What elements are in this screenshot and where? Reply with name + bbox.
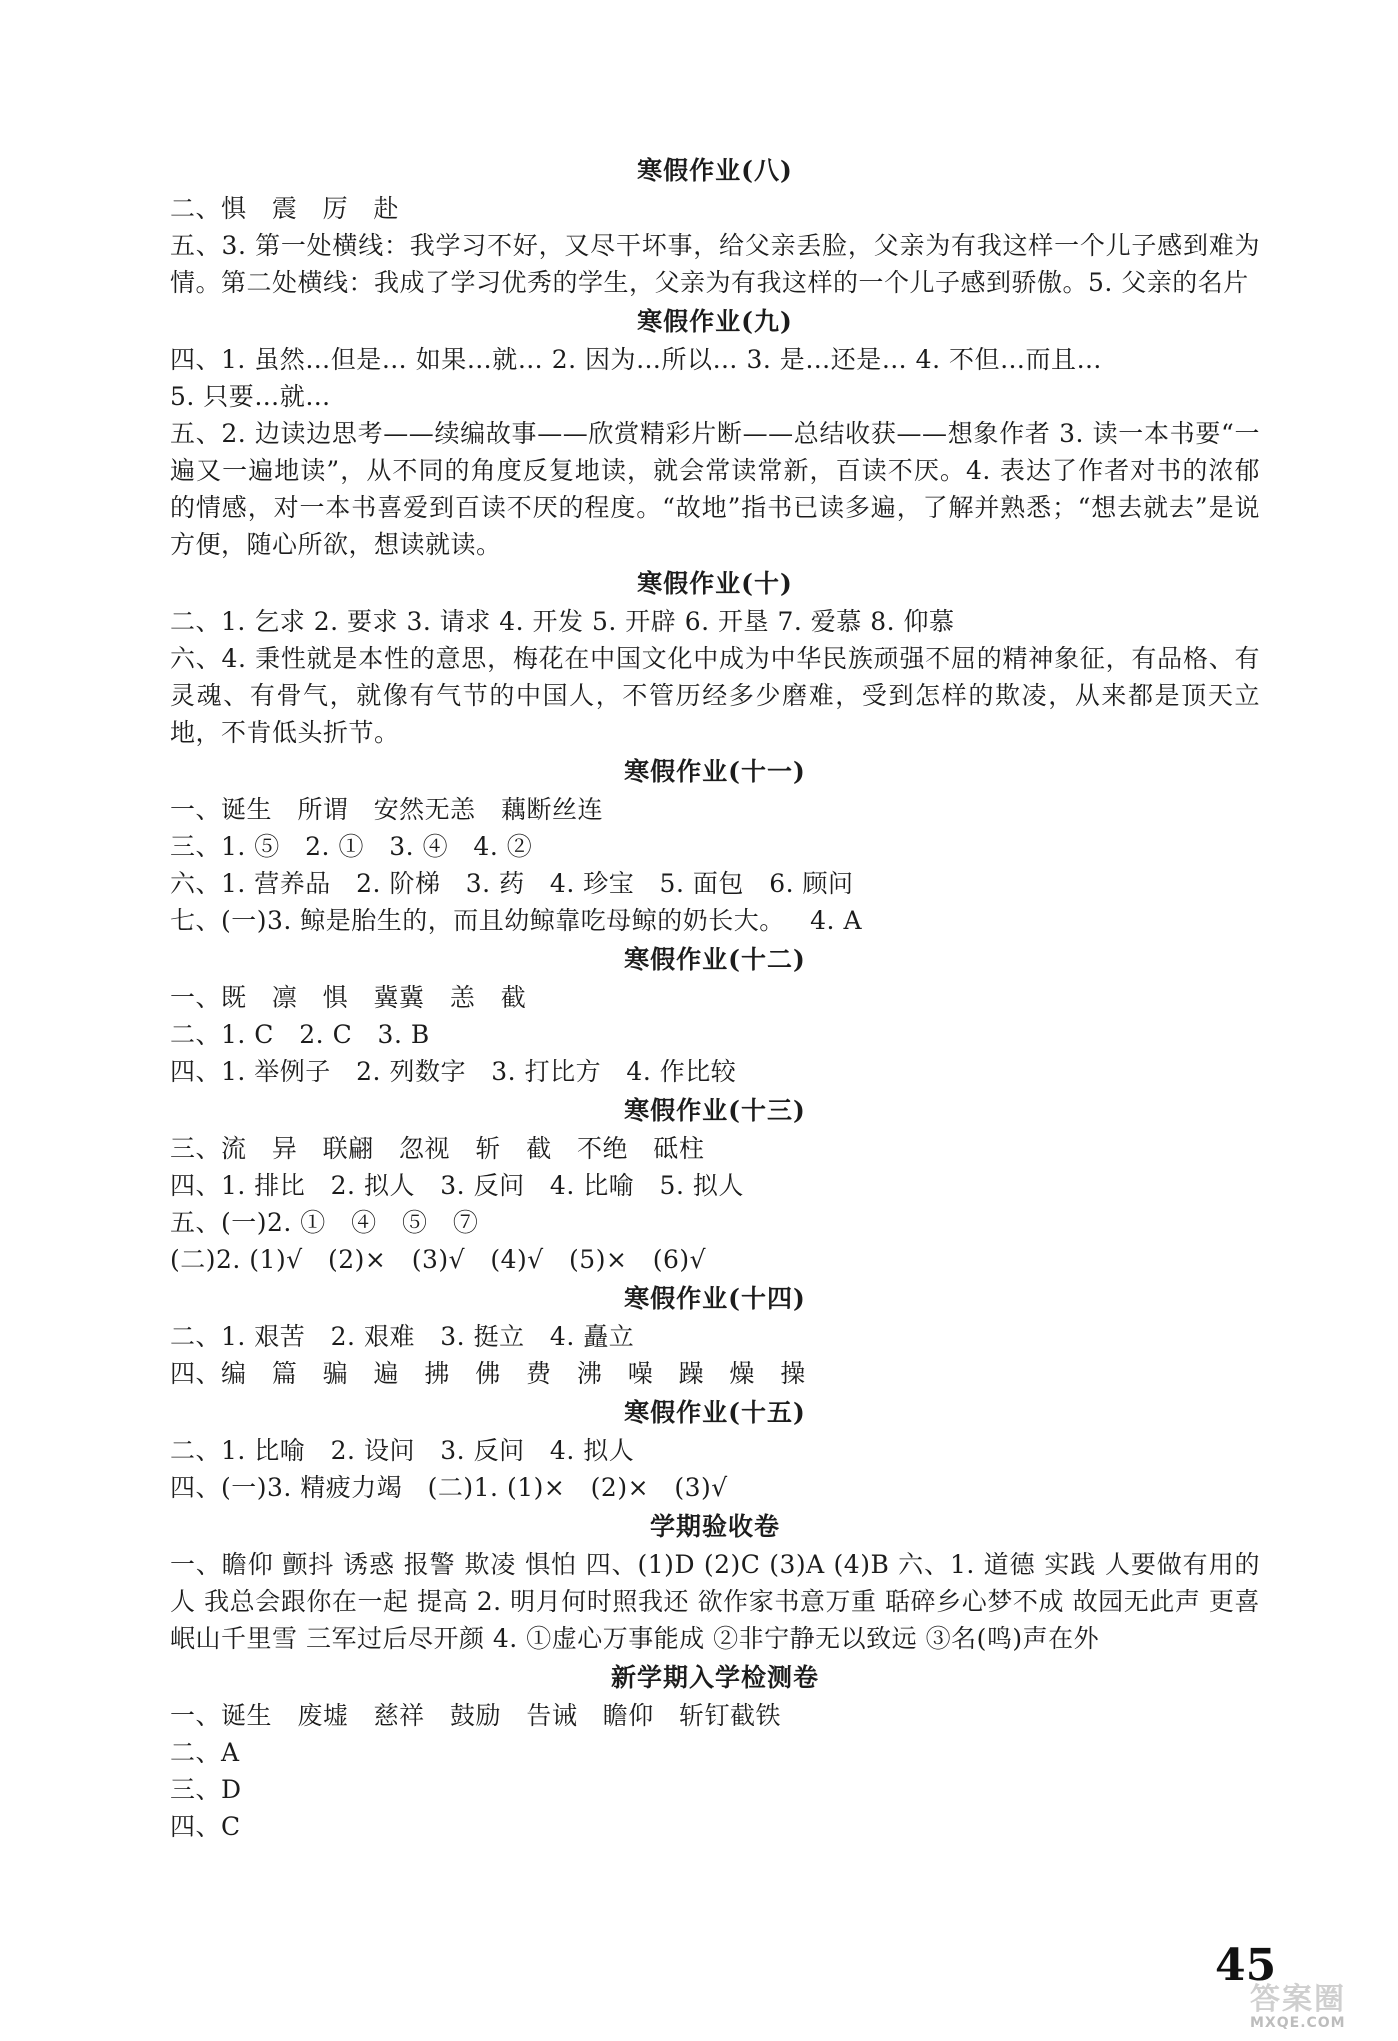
watermark-site: MXQE.COM [1250,2015,1346,2031]
answer-line: 二、1. 比喻 2. 设问 3. 反问 4. 拟人 [170,1436,635,1465]
watermark-logo [1250,1982,1398,2041]
answer-paragraph: 二、1. 乞求 2. 要求 3. 请求 4. 开发 5. 开辟 6. 开垦 7. 爱慕 8. 仰慕 [170,607,955,636]
section-title: 寒假作业(十四) [624,1284,806,1313]
answer-line: 二、A [170,1738,240,1767]
section-title: 寒假作业(九) [637,307,793,336]
answer-line: 四、(一)3. 精疲力竭 (二)1. (1)× (2)× (3)√ [170,1473,728,1502]
section-12 [170,943,1260,1090]
answer-line: 六、1. 营养品 2. 阶梯 3. 药 4. 珍宝 5. 面包 6. 顾问 [170,869,854,898]
answer-paragraph: 5. 只要…就… [170,382,331,411]
section-14 [170,1282,1260,1392]
answer-paragraph: 五、2. 边读边思考——续编故事——欣赏精彩片断——总结收获——想象作者 3. 读一本书要“一遍又一遍地读”，从不同的角度反复地读，就会常读常新，百读不厌。4. 表达了作者对书的浓郁的情感，对一本书喜爱到百读不厌的程度。“故地”指书已读多遍，了解并熟悉；“想去就去”是说方便，随心所欲，想读就读。 [170,419,1260,559]
answer-line: 七、(一)3. 鲸是胎生的，而且幼鲸靠吃母鲸的奶长大。 4. A [170,906,863,935]
answer-line: 二、1. 艰苦 2. 艰难 3. 挺立 4. 矗立 [170,1322,635,1351]
answer-line: 一、诞生 废墟 慈祥 鼓励 告诫 瞻仰 斩钉截铁 [170,1701,782,1730]
answer-line: 一、既 凛 惧 冀冀 恙 截 [170,983,527,1012]
watermark-text: 答案圈 [1250,1982,1346,2017]
answer-paragraph: 六、4. 秉性就是本性的意思，梅花在中国文化中成为中华民族顽强不屈的精神象征，有品格、有灵魂、有骨气，就像有气节的中国人，不管历经多少磨难，受到怎样的欺凌，从来都是顶天立地，不肯低头折节。 [170,644,1260,747]
answer-line: (二)2. (1)√ (2)× (3)√ (4)√ (5)× (6)√ [170,1245,707,1274]
answer-line: 三、流 异 联翩 忽视 斩 截 不绝 砥柱 [170,1134,705,1163]
answer-line: 五、(一)2. ① ④ ⑤ ⑦ [170,1208,479,1237]
answer-line: 四、C [170,1812,241,1841]
section-entrance-test [170,1661,1260,1845]
answer-line: 三、1. ⑤ 2. ① 3. ④ 4. ② [170,832,533,861]
page-number: 45 [1215,1940,1277,1991]
section-11 [170,755,1260,939]
answer-line: 三、D [170,1775,242,1804]
answer-line: 二、1. C 2. C 3. B [170,1020,430,1049]
section-8 [170,154,1260,301]
section-title: 寒假作业(十二) [624,945,806,974]
section-title: 寒假作业(十五) [624,1398,806,1427]
answer-line: 四、编 篇 骗 遍 拂 佛 费 沸 噪 躁 燥 操 [170,1359,806,1388]
answer-line: 一、诞生 所谓 安然无恙 藕断丝连 [170,795,604,824]
section-term-exam [170,1510,1260,1657]
answer-paragraph: 四、1. 虽然…但是… 如果…就… 2. 因为…所以… 3. 是…还是… 4. 不但…而且… [170,345,1102,374]
section-title: 寒假作业(十三) [624,1096,806,1125]
section-15 [170,1396,1260,1506]
answer-page [170,150,1260,1845]
section-title: 新学期入学检测卷 [610,1663,819,1692]
section-title: 寒假作业(十) [637,569,793,598]
section-10 [170,567,1260,751]
answer-line: 二、惧 震 厉 赴 [170,194,400,223]
answer-line: 四、1. 排比 2. 拟人 3. 反问 4. 比喻 5. 拟人 [170,1171,744,1200]
section-title: 学期验收卷 [649,1512,780,1541]
section-title: 寒假作业(八) [637,156,793,185]
section-9 [170,305,1260,563]
answer-line: 四、1. 举例子 2. 列数字 3. 打比方 4. 作比较 [170,1057,737,1086]
answer-paragraph: 五、3. 第一处横线：我学习不好，又尽干坏事，给父亲丢脸，父亲为有我这样一个儿子感到难为情。第二处横线：我成了学习优秀的学生，父亲为有我这样的一个儿子感到骄傲。5. 父亲的名片 [170,231,1260,297]
answer-paragraph: 一、瞻仰 颤抖 诱惑 报警 欺凌 惧怕 四、(1)D (2)C (3)A (4)B 六、1. 道德 实践 人要做有用的人 我总会跟你在一起 提高 2. 明月何时照我还 欲作家书意万重 聒碎乡心梦不成 故园无此声 更喜岷山千里雪 三军过后尽开颜 4. ①虚心万事能成 ②非宁静无以致远 ③名(鸣)声在外 [170,1550,1260,1653]
section-13 [170,1094,1260,1278]
section-title: 寒假作业(十一) [624,757,806,786]
